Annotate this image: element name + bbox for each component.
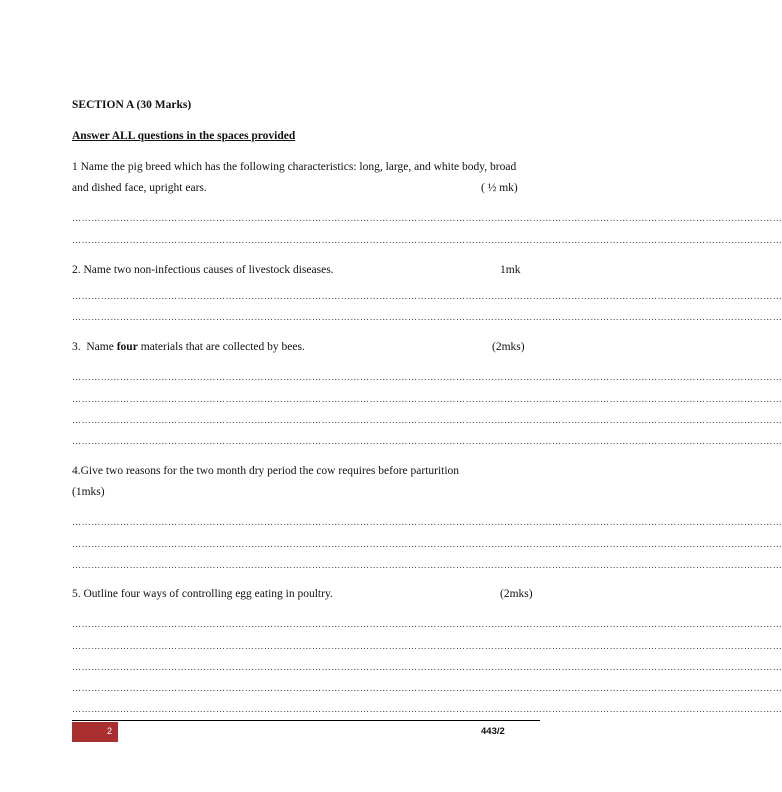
question-3-marks: (2mks)	[492, 341, 525, 353]
answer-line: ……………………………………………………………………………………………………………………………………………………………………………………………………	[72, 235, 782, 245]
answer-line: ……………………………………………………………………………………………………………………………………………………………………………………………………	[72, 312, 782, 322]
answer-line: ……………………………………………………………………………………………………………………………………………………………………………………………………	[72, 539, 782, 549]
answer-line: ……………………………………………………………………………………………………………………………………………………………………………………………………	[72, 436, 782, 446]
answer-line: ……………………………………………………………………………………………………………………………………………………………………………………………………	[72, 662, 782, 672]
question-4-text: 4.Give two reasons for the two month dry period the cow requires before parturition	[72, 465, 460, 477]
question-1-line-2: and dished face, upright ears.	[72, 182, 207, 194]
paper-code: 443/2	[481, 726, 505, 737]
question-4-marks: (1mks)	[72, 486, 105, 498]
question-3-text-start: 3. Name	[72, 341, 117, 353]
question-3-emphasis: four	[116, 341, 138, 353]
question-2-marks: 1mk	[500, 264, 521, 276]
answer-line: ……………………………………………………………………………………………………………………………………………………………………………………………………	[72, 415, 782, 425]
question-5-text: 5. Outline four ways of controlling egg eating in poultry.	[72, 588, 333, 600]
answer-line: ……………………………………………………………………………………………………………………………………………………………………………………………………	[72, 704, 782, 714]
question-3-text	[72, 340, 305, 354]
answer-line: ……………………………………………………………………………………………………………………………………………………………………………………………………	[72, 372, 782, 382]
answer-line: ……………………………………………………………………………………………………………………………………………………………………………………………………	[72, 560, 782, 570]
answer-line: ……………………………………………………………………………………………………………………………………………………………………………………………………	[72, 641, 782, 651]
question-1-marks: ( ½ mk)	[481, 182, 518, 194]
page-number: 2	[107, 726, 113, 736]
answer-line: ……………………………………………………………………………………………………………………………………………………………………………………………………	[72, 517, 782, 527]
question-1-line-1: 1 Name the pig breed which has the following characteristics: long, large, and white body, broad	[72, 161, 517, 173]
section-title: SECTION A (30 Marks)	[72, 99, 192, 111]
question-5-marks: (2mks)	[500, 588, 533, 600]
question-2-text: 2. Name two non-infectious causes of livestock diseases.	[72, 264, 334, 276]
answer-line: ……………………………………………………………………………………………………………………………………………………………………………………………………	[72, 394, 782, 404]
answer-line: ……………………………………………………………………………………………………………………………………………………………………………………………………	[72, 291, 782, 301]
footer-rule	[72, 720, 540, 721]
question-3-text-end: materials that are collected by bees.	[137, 341, 305, 353]
answer-line: ……………………………………………………………………………………………………………………………………………………………………………………………………	[72, 213, 782, 223]
answer-line: ……………………………………………………………………………………………………………………………………………………………………………………………………	[72, 683, 782, 693]
instruction: Answer ALL questions in the spaces provided	[72, 130, 296, 142]
answer-line: ……………………………………………………………………………………………………………………………………………………………………………………………………	[72, 619, 782, 629]
